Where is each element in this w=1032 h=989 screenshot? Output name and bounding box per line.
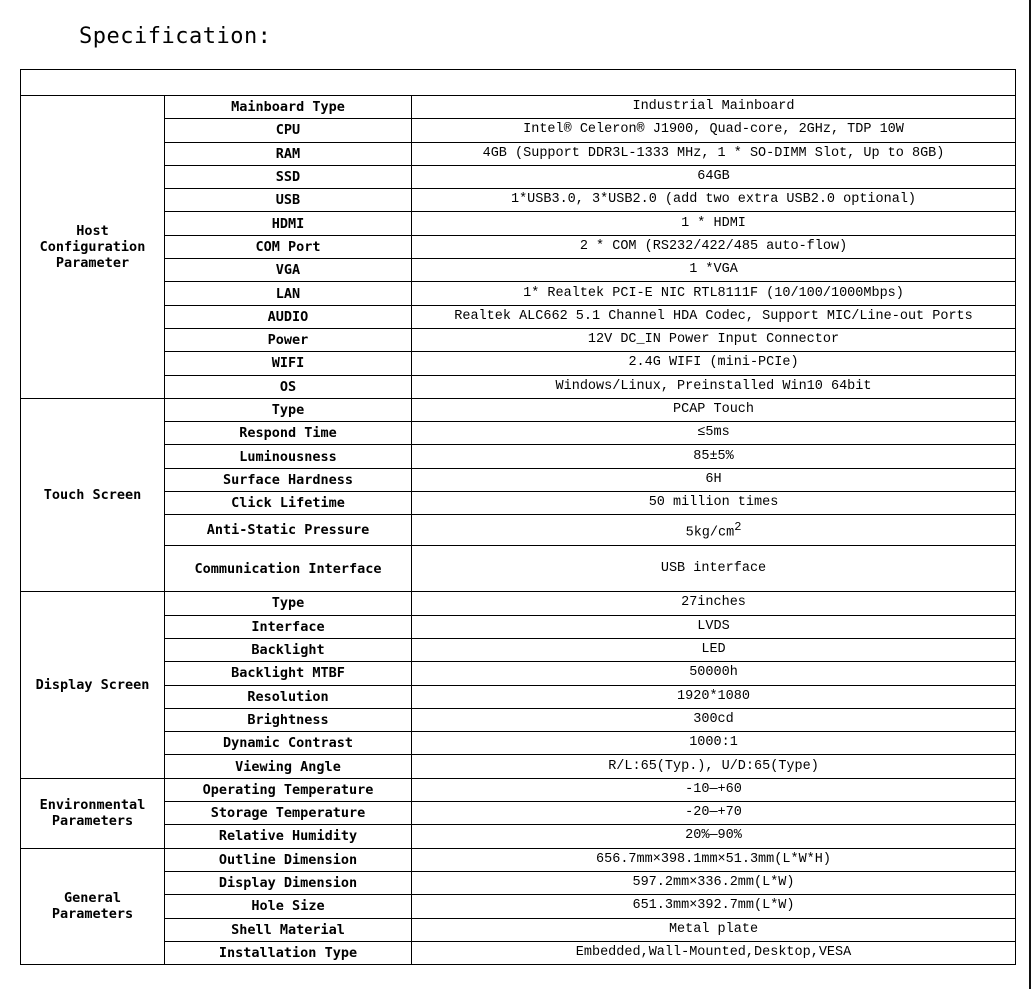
spec-value: ≤5ms xyxy=(412,422,1016,445)
spec-value: Intel® Celeron® J1900, Quad-core, 2GHz, TDP 10W xyxy=(412,119,1016,142)
table-row xyxy=(21,685,1016,708)
spec-value: 50000h xyxy=(412,662,1016,685)
spec-label: OS xyxy=(165,375,412,398)
spec-value: 85±5% xyxy=(412,445,1016,468)
group-touch-screen xyxy=(21,398,165,591)
table-row xyxy=(21,755,1016,778)
spec-label: Power xyxy=(165,328,412,351)
spec-label: Storage Temperature xyxy=(165,802,412,825)
table-row xyxy=(21,189,1016,212)
spec-label: RAM xyxy=(165,142,412,165)
spec-value-text: 5kg/cm xyxy=(685,525,735,541)
spec-value: 50 million times xyxy=(412,492,1016,515)
spec-value: PCAP Touch xyxy=(412,398,1016,421)
spec-value: 300cd xyxy=(412,708,1016,731)
table-row xyxy=(21,212,1016,235)
page-edge-divider xyxy=(1029,0,1031,989)
group-label: Host Configuration Parameter xyxy=(39,222,146,271)
spec-value: -20—+70 xyxy=(412,802,1016,825)
spec-label: Relative Humidity xyxy=(165,825,412,848)
spec-value: 1000:1 xyxy=(412,732,1016,755)
spec-label: Viewing Angle xyxy=(165,755,412,778)
table-row xyxy=(21,445,1016,468)
table-row xyxy=(21,708,1016,731)
spec-value xyxy=(412,515,1016,546)
group-environmental-parameters xyxy=(21,778,165,848)
spec-label: Type xyxy=(165,592,412,615)
spec-label: CPU xyxy=(165,119,412,142)
table-row xyxy=(21,259,1016,282)
spec-label: Dynamic Contrast xyxy=(165,732,412,755)
table-row xyxy=(21,422,1016,445)
spec-value: 1920*1080 xyxy=(412,685,1016,708)
table-row xyxy=(21,305,1016,328)
spec-label: Resolution xyxy=(165,685,412,708)
spec-label: Shell Material xyxy=(165,918,412,941)
spec-value: Realtek ALC662 5.1 Channel HDA Codec, Support MIC/Line-out Ports xyxy=(412,305,1016,328)
spec-label: Installation Type xyxy=(165,941,412,964)
group-display-screen xyxy=(21,592,165,778)
spec-label: WIFI xyxy=(165,352,412,375)
spec-value: Windows/Linux, Preinstalled Win10 64bit xyxy=(412,375,1016,398)
spec-value: 597.2mm×336.2mm(L*W) xyxy=(412,871,1016,894)
spec-value: 656.7mm×398.1mm×51.3mm(L*W*H) xyxy=(412,848,1016,871)
table-header-row xyxy=(21,70,1016,96)
spec-value: 1 * HDMI xyxy=(412,212,1016,235)
spec-value: USB interface xyxy=(412,546,1016,592)
table-row xyxy=(21,778,1016,801)
table-row xyxy=(21,732,1016,755)
spec-value: 1* Realtek PCI-E NIC RTL8111F (10/100/1000Mbps) xyxy=(412,282,1016,305)
table-row xyxy=(21,142,1016,165)
spec-label: Display Dimension xyxy=(165,871,412,894)
specification-table xyxy=(20,69,1016,965)
table-row xyxy=(21,546,1016,592)
table-row xyxy=(21,941,1016,964)
spec-label: Interface xyxy=(165,615,412,638)
page-title: Specification: xyxy=(79,24,272,49)
spec-label: Hole Size xyxy=(165,895,412,918)
spec-label: Surface Hardness xyxy=(165,468,412,491)
spec-label: Operating Temperature xyxy=(165,778,412,801)
spec-value: 27inches xyxy=(412,592,1016,615)
spec-value: 4GB (Support DDR3L-1333 MHz, 1 * SO-DIMM Slot, Up to 8GB) xyxy=(412,142,1016,165)
table-row xyxy=(21,871,1016,894)
table-row xyxy=(21,515,1016,546)
table-row xyxy=(21,615,1016,638)
table-row xyxy=(21,918,1016,941)
spec-label: VGA xyxy=(165,259,412,282)
spec-value: R/L:65(Typ.), U/D:65(Type) xyxy=(412,755,1016,778)
group-host-configuration xyxy=(21,96,165,399)
spec-label: Backlight xyxy=(165,638,412,661)
table-header-cell xyxy=(21,70,1016,96)
table-row xyxy=(21,592,1016,615)
spec-value: 2.4G WIFI (mini-PCIe) xyxy=(412,352,1016,375)
spec-label: Anti-Static Pressure xyxy=(165,515,412,546)
spec-value: Metal plate xyxy=(412,918,1016,941)
spec-label: Communication Interface xyxy=(165,546,412,592)
group-label: Environmental Parameters xyxy=(39,797,146,830)
spec-label: LAN xyxy=(165,282,412,305)
table-row xyxy=(21,825,1016,848)
group-label: Display Screen xyxy=(35,677,150,694)
table-row xyxy=(21,96,1016,119)
spec-value: 651.3mm×392.7mm(L*W) xyxy=(412,895,1016,918)
table-row xyxy=(21,282,1016,305)
table-row xyxy=(21,895,1016,918)
spec-label: COM Port xyxy=(165,235,412,258)
spec-value: -10—+60 xyxy=(412,778,1016,801)
table-row xyxy=(21,802,1016,825)
spec-label: Respond Time xyxy=(165,422,412,445)
spec-label: Type xyxy=(165,398,412,421)
spec-label: SSD xyxy=(165,165,412,188)
table-row xyxy=(21,848,1016,871)
group-label: General Parameters xyxy=(51,890,134,923)
spec-value: LED xyxy=(412,638,1016,661)
spec-label: Backlight MTBF xyxy=(165,662,412,685)
superscript: 2 xyxy=(734,520,742,535)
table-row xyxy=(21,492,1016,515)
spec-label: Brightness xyxy=(165,708,412,731)
table-row xyxy=(21,119,1016,142)
spec-value: 2 * COM (RS232/422/485 auto-flow) xyxy=(412,235,1016,258)
spec-label: Luminousness xyxy=(165,445,412,468)
spec-label: Click Lifetime xyxy=(165,492,412,515)
spec-value: 6H xyxy=(412,468,1016,491)
table-row xyxy=(21,328,1016,351)
spec-value: 20%—90% xyxy=(412,825,1016,848)
spec-label: Mainboard Type xyxy=(165,96,412,119)
table-row xyxy=(21,235,1016,258)
spec-value: 1*USB3.0, 3*USB2.0 (add two extra USB2.0 optional) xyxy=(412,189,1016,212)
table-row xyxy=(21,638,1016,661)
spec-value: 12V DC_IN Power Input Connector xyxy=(412,328,1016,351)
spec-value: LVDS xyxy=(412,615,1016,638)
spec-value: Embedded,Wall-Mounted,Desktop,VESA xyxy=(412,941,1016,964)
spec-label: HDMI xyxy=(165,212,412,235)
spec-label: USB xyxy=(165,189,412,212)
group-label: Touch Screen xyxy=(43,487,142,504)
spec-value: 64GB xyxy=(412,165,1016,188)
table-row xyxy=(21,468,1016,491)
table-row xyxy=(21,165,1016,188)
spec-value: Industrial Mainboard xyxy=(412,96,1016,119)
spec-value: 1 *VGA xyxy=(412,259,1016,282)
table-row xyxy=(21,352,1016,375)
spec-label: Outline Dimension xyxy=(165,848,412,871)
table-row xyxy=(21,398,1016,421)
group-general-parameters xyxy=(21,848,165,964)
table-row xyxy=(21,375,1016,398)
spec-label: AUDIO xyxy=(165,305,412,328)
table-row xyxy=(21,662,1016,685)
